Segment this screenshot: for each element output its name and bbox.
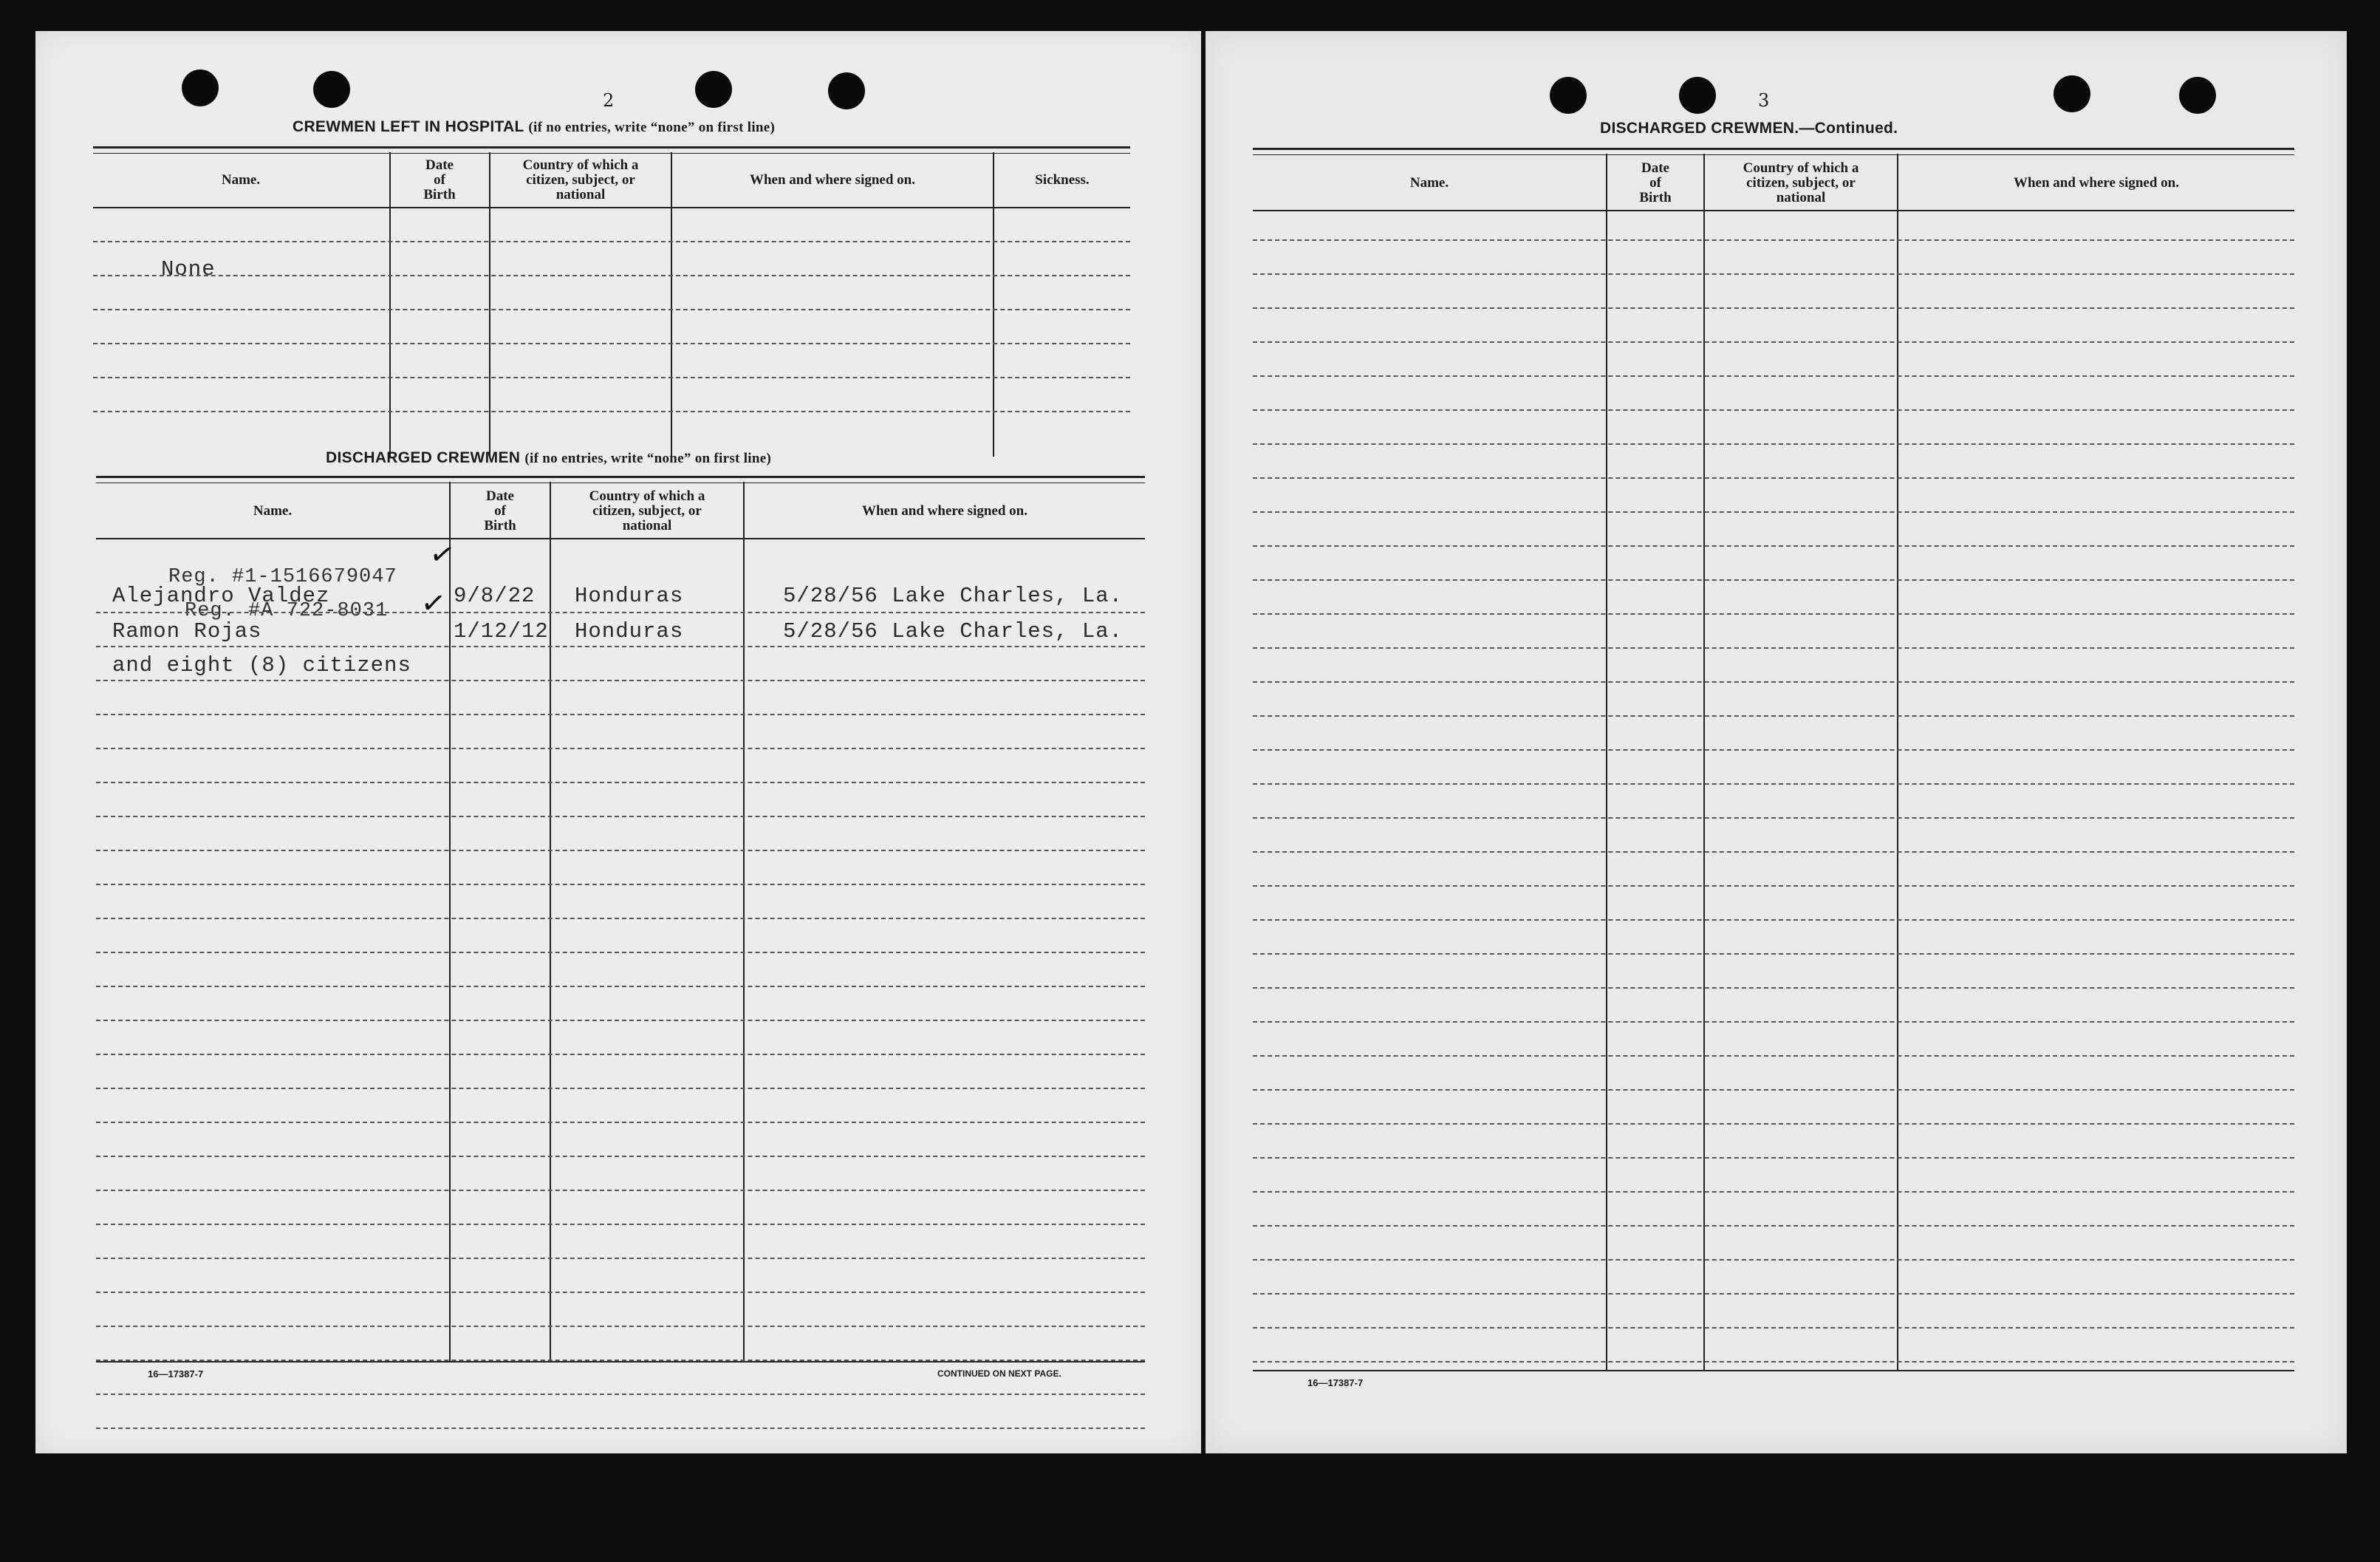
- table-bottom-rule: [96, 1361, 1145, 1363]
- ruled-line: [1253, 851, 2294, 853]
- discharged-continued-title: DISCHARGED CREWMEN.—Continued.: [1600, 120, 1898, 137]
- ruled-line: [1253, 443, 2294, 445]
- punch-hole: [1679, 77, 1716, 114]
- ruled-line: [1253, 919, 2294, 921]
- ruled-line: [93, 241, 1130, 242]
- ruled-line: [1253, 1361, 2294, 1363]
- punch-hole: [182, 69, 219, 106]
- ruled-line: [96, 952, 1145, 953]
- ruled-line: [96, 986, 1145, 987]
- ruled-line: [96, 1190, 1145, 1191]
- ruled-line: [1253, 987, 2294, 989]
- table-header-rule: [96, 538, 1145, 539]
- ruled-line: [1253, 375, 2294, 377]
- ruled-line: [96, 1122, 1145, 1123]
- ruled-line: [96, 1394, 1145, 1395]
- punch-hole: [1550, 77, 1587, 114]
- punch-hole: [313, 71, 350, 108]
- ruled-line: [1253, 1225, 2294, 1227]
- punch-hole: [2179, 77, 2216, 114]
- column-divider: [1606, 154, 1607, 1370]
- ruled-line: [1253, 953, 2294, 955]
- registration-number: Reg. #1-1516679047: [168, 566, 397, 588]
- col-header-sickness: Sickness.: [1035, 172, 1090, 188]
- ruled-line: [96, 1360, 1145, 1361]
- left-page: [35, 31, 1201, 1453]
- ruled-line: [1253, 885, 2294, 887]
- ruled-line: [96, 646, 1145, 647]
- ruled-line: [1253, 817, 2294, 819]
- check-mark-icon: ✓: [426, 536, 458, 574]
- check-mark-icon: ✓: [418, 584, 448, 623]
- ruled-line: [1253, 1259, 2294, 1261]
- hospital-section-title: [293, 118, 775, 136]
- column-divider: [1897, 154, 1898, 1370]
- crewman-dob: 9/8/22: [454, 584, 536, 608]
- ruled-line: [1253, 1157, 2294, 1159]
- ruled-line: [1253, 681, 2294, 683]
- form-number: 16—17387-7: [1307, 1377, 1364, 1388]
- ruled-line: [96, 1258, 1145, 1259]
- col-header-dob: Date of Birth: [423, 157, 456, 202]
- ruled-line: [1253, 341, 2294, 343]
- crewman-name: Ramon Rojas: [112, 619, 262, 644]
- page-number: 2: [603, 90, 615, 111]
- ruled-line: [1253, 579, 2294, 581]
- punch-hole: [2054, 75, 2090, 112]
- col-header-signed-on: When and where signed on.: [749, 172, 915, 188]
- ruled-line: [1253, 273, 2294, 275]
- col-header-country: Country of which a citizen, subject, or national: [522, 157, 639, 202]
- ruled-line: [1253, 545, 2294, 547]
- discharged-continued-table: [1253, 148, 2294, 1374]
- col-header-dob: Date of Birth: [1639, 160, 1672, 205]
- continued-note: CONTINUED ON NEXT PAGE.: [937, 1368, 1061, 1379]
- ruled-line: [1253, 715, 2294, 717]
- ruled-line: [1253, 511, 2294, 513]
- hospital-title-note: (if no entries, write “none” on first line): [528, 120, 776, 135]
- ruled-line: [1253, 647, 2294, 649]
- discharged-title-text: DISCHARGED CREWMEN: [326, 449, 521, 466]
- right-page: [1206, 31, 2347, 1453]
- discharged-title-note: (if no entries, write “none” on first line): [524, 451, 772, 466]
- col-header-name: Name.: [1409, 175, 1449, 191]
- col-header-dob: Date of Birth: [484, 488, 516, 533]
- crewman-name: Alejandro Valdez: [112, 584, 330, 608]
- ruled-line: [96, 1326, 1145, 1327]
- ruled-line: [96, 680, 1145, 681]
- ruled-line: [96, 1054, 1145, 1055]
- column-divider: [550, 482, 551, 1361]
- table-bottom-rule: [1253, 1370, 2294, 1371]
- crewman-country: Honduras: [575, 619, 684, 644]
- column-divider: [449, 482, 451, 1361]
- ruled-line: [1253, 1327, 2294, 1329]
- registration-number: Reg. #A 722-8031: [185, 600, 389, 622]
- ruled-line: [1253, 749, 2294, 751]
- discharged-table: [96, 476, 1145, 1363]
- punch-hole: [695, 71, 732, 108]
- ruled-line: [96, 850, 1145, 851]
- ruled-line: [1253, 1055, 2294, 1057]
- ruled-line: [1253, 307, 2294, 309]
- ruled-line: [96, 1156, 1145, 1157]
- ruled-line: [1253, 783, 2294, 785]
- crewman-signed-on: 5/28/56 Lake Charles, La.: [783, 619, 1124, 644]
- ruled-line: [96, 1088, 1145, 1089]
- ruled-line: [1253, 1191, 2294, 1193]
- table-header-rule: [1253, 210, 2294, 211]
- ruled-line: [1253, 1021, 2294, 1023]
- ruled-line: [96, 1224, 1145, 1225]
- hospital-entry-name: None: [161, 257, 216, 282]
- col-header-signed-on: When and where signed on.: [2013, 175, 2179, 191]
- ruled-line: [93, 377, 1130, 378]
- col-header-name: Name.: [221, 172, 261, 188]
- col-header-name: Name.: [253, 503, 293, 519]
- ruled-line: [96, 714, 1145, 715]
- column-divider: [1703, 154, 1705, 1370]
- table-top-rule: [93, 146, 1130, 154]
- col-header-signed-on: When and where signed on.: [861, 503, 1027, 519]
- ruled-line: [96, 1020, 1145, 1021]
- ruled-line: [93, 343, 1130, 344]
- crewman-dob: 1/12/12: [454, 619, 549, 644]
- table-top-rule: [1253, 148, 2294, 155]
- column-divider: [743, 482, 745, 1361]
- ruled-line: [93, 275, 1130, 276]
- discharged-section-title: [326, 449, 771, 467]
- ruled-line: [1253, 477, 2294, 479]
- crewman-country: Honduras: [575, 584, 684, 608]
- col-header-country: Country of which a citizen, subject, or national: [589, 488, 705, 533]
- ruled-line: [96, 1292, 1145, 1293]
- form-number: 16—17387-7: [148, 1368, 204, 1379]
- ruled-line: [93, 309, 1130, 310]
- ruled-line: [1253, 1089, 2294, 1091]
- ruled-line: [1253, 1293, 2294, 1295]
- ruled-line: [96, 612, 1145, 613]
- ruled-line: [96, 816, 1145, 817]
- crewman-name: and eight (8) citizens: [112, 653, 411, 678]
- hospital-title-text: CREWMEN LEFT IN HOSPITAL: [293, 118, 524, 135]
- hospital-table: [93, 146, 1130, 457]
- ruled-line: [1253, 239, 2294, 241]
- table-header-rule: [93, 207, 1130, 208]
- ruled-line: [96, 884, 1145, 885]
- ruled-line: [1253, 409, 2294, 411]
- ruled-line: [96, 748, 1145, 749]
- ruled-line: [1253, 613, 2294, 615]
- table-top-rule: [96, 476, 1145, 483]
- ruled-line: [96, 918, 1145, 919]
- punch-hole: [828, 72, 865, 109]
- ruled-line: [96, 1428, 1145, 1429]
- ruled-line: [1253, 1123, 2294, 1125]
- crewman-signed-on: 5/28/56 Lake Charles, La.: [783, 584, 1124, 608]
- page-number: 3: [1758, 90, 1770, 111]
- ruled-line: [96, 782, 1145, 783]
- col-header-country: Country of which a citizen, subject, or national: [1743, 160, 1859, 205]
- ruled-line: [93, 411, 1130, 412]
